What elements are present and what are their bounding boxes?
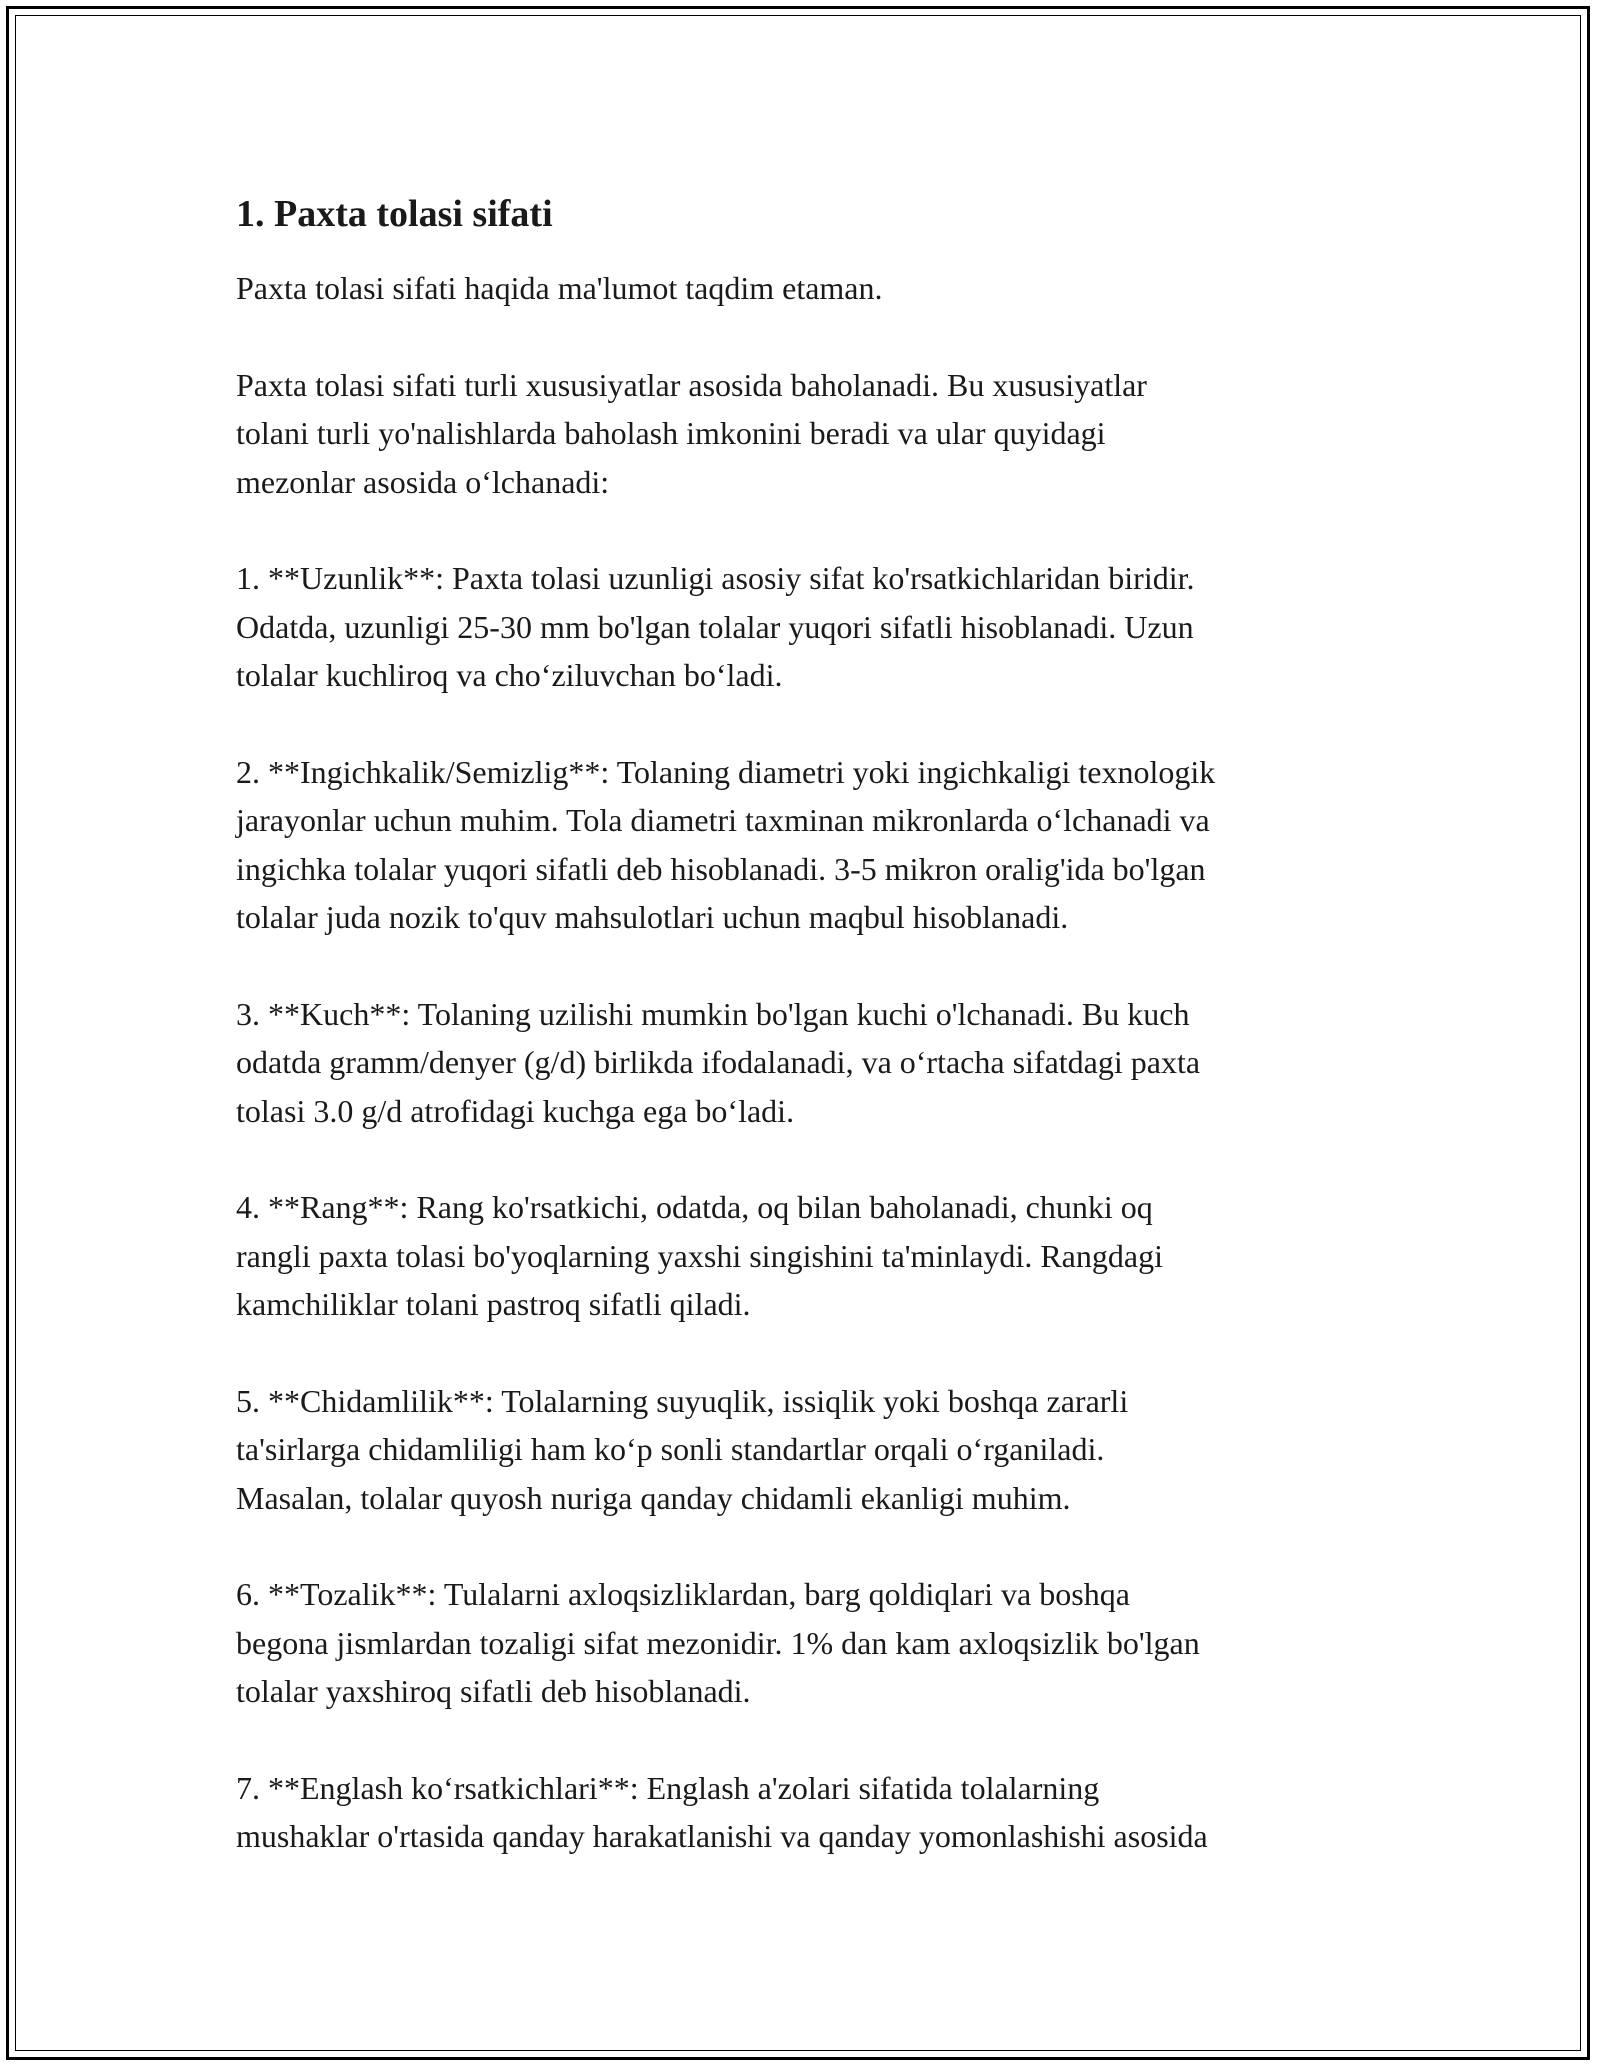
- list-item-fineness: 2. **Ingichkalik/Semizlig**: Tolaning diametri yoki ingichkaligi texnologik jarayonlar uchun muhim. Tola diametri taxminan mikronlarda o‘lchanadi va ingichka tolalar yuqori sifatli deb hisoblanadi. 3-5 mikron oralig'ida bo'lgan tolalar juda nozik to'quv mahsulotlari uchun maqbul hisoblanadi.: [236, 753, 1216, 935]
- list-item-strength: 3. **Kuch**: Tolaning uzilishi mumkin bo'lgan kuchi o'lchanadi. Bu kuch odatda gramm/denyer (g/d) birlikda ifodalanadi, va o‘rtacha sifatdagi paxta tolasi 3.0 g/d atrofidagi kuchga ega bo‘ladi.: [236, 995, 1201, 1129]
- document-body: [236, 190, 1376, 1861]
- list-item-color: 4. **Rang**: Rang ko'rsatkichi, odatda, oq bilan baholanadi, chunki oq rangli paxta tolasi bo'yoqlarning yaxshi singishini ta'minlaydi. Rangdagi kamchiliklar tolani pastroq sifatli qiladi.: [236, 1189, 1163, 1322]
- list-item-length: 1. **Uzunlik**: Paxta tolasi uzunligi asosiy sifat ko'rsatkichlaridan biridir. Odatda, uzunligi 25-30 mm bo'lgan tolalar yuqori sifatli hisoblanadi. Uzun tolalar kuchliroq va cho‘ziluvchan bo‘ladi.: [236, 560, 1195, 693]
- list-item-indicators: 7. **Englash ko‘rsatkichlari**: Englash a'zolari sifatida tolalarning mushaklar o'rtasida qanday harakatlanishi va qanday yomonlashishi asosida: [236, 1769, 1208, 1854]
- overview-paragraph: Paxta tolasi sifati turli xususiyatlar asosida baholanadi. Bu xususiyatlar tolani turli yo'nalishlarda baholash imkonini beradi va ular quyidagi mezonlar asosida o‘lchanadi:: [236, 366, 1147, 500]
- list-item-durability: 5. **Chidamlilik**: Tolalarning suyuqlik, issiqlik yoki boshqa zararli ta'sirlarga chidamliligi ham ko‘p sonli standartlar orqali o‘rganiladi. Masalan, tolalar quyosh nuriga qanday chidamli ekanligi muhim.: [236, 1382, 1129, 1516]
- list-item-cleanliness: 6. **Tozalik**: Tulalarni axloqsizliklardan, barg qoldiqlari va boshqa begona jismlardan tozaligi sifat mezonidir. 1% dan kam axloqsizlik bo'lgan tolalar yaxshiroq sifatli deb hisoblanadi.: [236, 1576, 1200, 1709]
- section-heading: 1. Paxta tolasi sifati: [236, 193, 553, 235]
- intro-paragraph: Paxta tolasi sifati haqida ma'lumot taqdim etaman.: [236, 270, 883, 306]
